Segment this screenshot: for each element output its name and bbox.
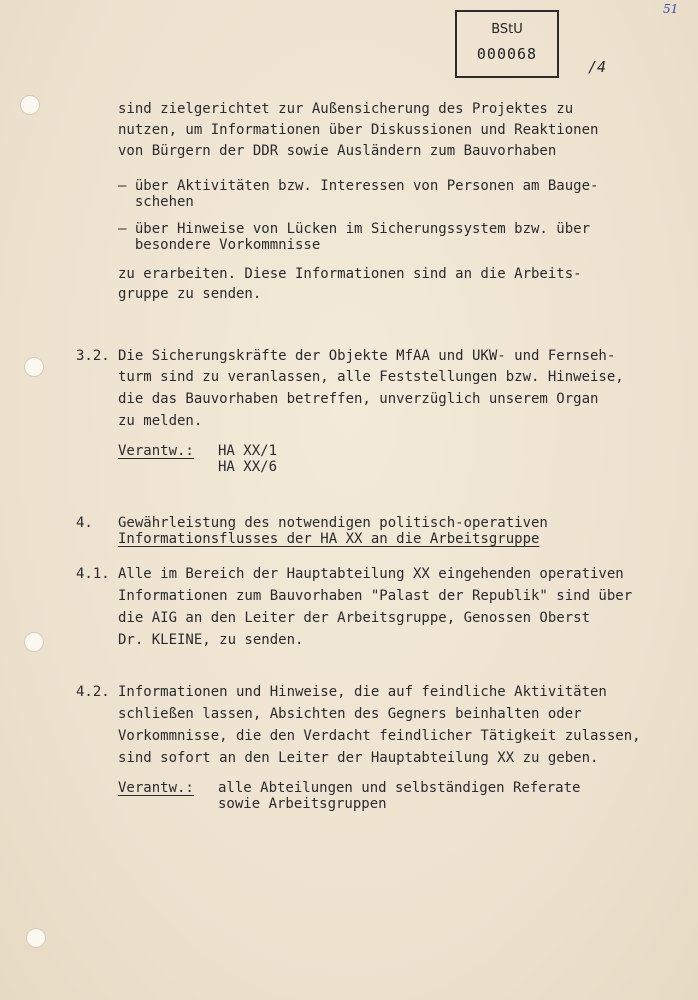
section-number: 4.2.: [76, 684, 110, 700]
bullet-line: besondere Vorkommnisse: [118, 237, 321, 253]
bullet-line: – über Aktivitäten bzw. Interessen von Personen am Bauge-: [118, 178, 599, 194]
responsibility-label: Verantw.:: [118, 780, 194, 796]
text-line: Informationen und Hinweise, die auf feindliche Aktivitäten: [118, 684, 607, 700]
responsibility-label: Verantw.:: [118, 443, 194, 459]
section-number: 4.: [76, 515, 93, 531]
text-line: Die Sicherungskräfte der Objekte MfAA und UKW- und Fernseh-: [118, 348, 616, 364]
page-number: /4: [588, 58, 607, 76]
responsibility-entry: sowie Arbeitsgruppen: [218, 796, 387, 812]
text-line: sind sofort an den Leiter der Hauptabteilung XX zu geben.: [118, 750, 599, 766]
stamp-number: 000068: [476, 45, 538, 63]
text-line: turm sind zu veranlassen, alle Feststellungen bzw. Hinweise,: [118, 369, 624, 385]
bullet-line: – über Hinweise von Lücken im Sicherungssystem bzw. über: [118, 221, 591, 237]
text-line: zu erarbeiten. Diese Informationen sind an die Arbeits-: [118, 266, 582, 282]
archive-corner-mark: 51: [663, 2, 679, 16]
bstu-stamp: [455, 10, 559, 78]
text-line: zu melden.: [118, 413, 203, 429]
text-line: Alle im Bereich der Hauptabteilung XX eingehenden operativen: [118, 566, 624, 582]
text-line: Vorkommnisse, die den Verdacht feindlicher Tätigkeit zulassen,: [118, 728, 641, 744]
punch-hole: [24, 632, 44, 652]
section-heading: Gewährleistung des notwendigen politisch-operativen: [118, 515, 548, 531]
responsibility-entry: HA XX/6: [218, 459, 278, 475]
text-line: Dr. KLEINE, zu senden.: [118, 632, 304, 648]
bullet-line: schehen: [118, 194, 194, 210]
text-line: nutzen, um Informationen über Diskussionen und Reaktionen: [118, 122, 599, 138]
punch-hole: [26, 928, 46, 948]
text-line: von Bürgern der DDR sowie Ausländern zum Bauvorhaben: [118, 143, 557, 159]
punch-hole: [20, 95, 40, 115]
section-number: 3.2.: [76, 348, 110, 364]
responsibility-entry: HA XX/1: [218, 443, 278, 459]
punch-hole: [24, 357, 44, 377]
text-line: schließen lassen, Absichten des Gegners beinhalten oder: [118, 706, 582, 722]
text-line: gruppe zu senden.: [118, 286, 262, 302]
text-line: die das Bauvorhaben betreffen, unverzüglich unserem Organ: [118, 391, 599, 407]
section-number: 4.1.: [76, 566, 110, 582]
responsibility-entry: alle Abteilungen und selbständigen Referate: [218, 780, 581, 796]
section-heading: Informationsflusses der HA XX an die Arbeitsgruppe: [118, 531, 540, 547]
stamp-org: BStU: [491, 22, 523, 37]
text-line: Informationen zum Bauvorhaben "Palast der Republik" sind über: [118, 588, 633, 604]
text-line: sind zielgerichtet zur Außensicherung des Projektes zu: [118, 101, 574, 117]
text-line: die AIG an den Leiter der Arbeitsgruppe, Genossen Oberst: [118, 610, 591, 626]
